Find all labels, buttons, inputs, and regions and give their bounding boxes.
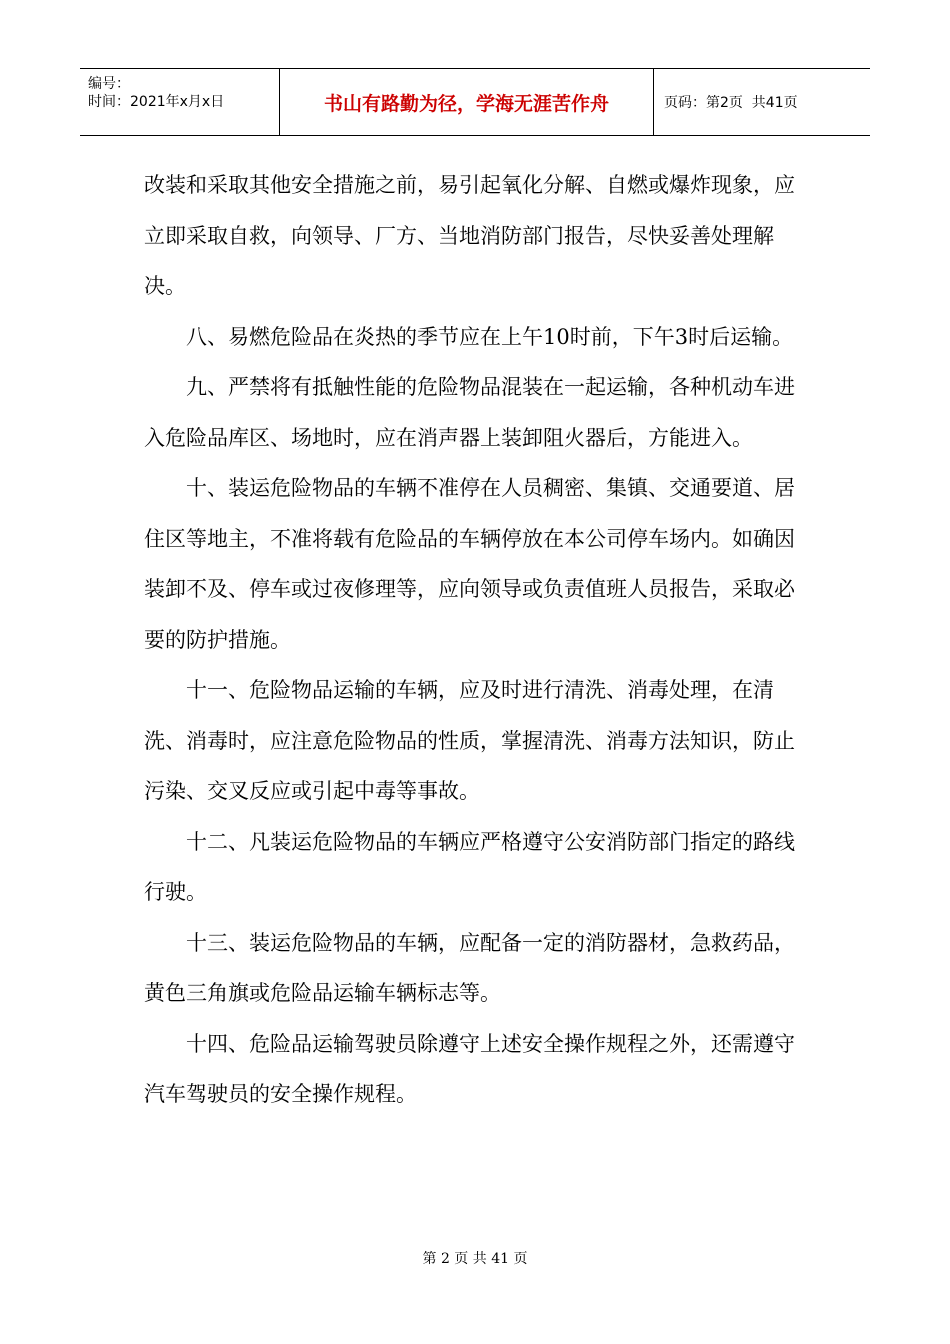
paragraph-continuation: 改装和采取其他安全措施之前，易引起氧化分解、自燃或爆炸现象，应立即采取自救，向领导、厂方、当地消防部门报告，尽快妥善处理解决。: [144, 173, 795, 298]
page-header: [80, 68, 870, 136]
paragraph-item-9: 九、严禁将有抵触性能的危险物品混装在一起运输，各种机动车进入危险品库区、场地时，应在消声器上装卸阻火器后，方能进入。: [144, 375, 795, 450]
document-body: [144, 160, 809, 1120]
document-number-label: 编号：: [88, 76, 130, 92]
paragraph-item-11: 十一、危险物品运输的车辆，应及时进行清洗、消毒处理，在清洗、消毒时，应注意危险物品的性质，掌握清洗、消毒方法知识，防止污染、交叉反应或引起中毒等事故。: [144, 678, 795, 803]
document-time: 时间：2021年x月x日: [88, 94, 225, 110]
header-motto: 书山有路勤为径，学海无涯苦作舟: [280, 69, 654, 135]
page-footer: 第 2 页 共 41 页: [422, 1251, 528, 1267]
paragraph-item-13: 十三、装运危险物品的车辆，应配备一定的消防器材，急救药品，黄色三角旗或危险品运输车辆标志等。: [144, 930, 795, 1005]
header-page-info: 页码：第2页 共41页: [664, 95, 798, 111]
paragraph-item-10: 十、装运危险物品的车辆不准停在人员稠密、集镇、交通要道、居住区等地主，不准将载有危险品的车辆停放在本公司停车场内。如确因装卸不及、停车或过夜修理等，应向领导或负责值班人员报告，采取必要的防护措施。: [144, 476, 795, 652]
header-meta: [80, 69, 280, 135]
paragraph-item-14: 十四、危险品运输驾驶员除遵守上述安全操作规程之外，还需遵守汽车驾驶员的安全操作规程。: [144, 1031, 795, 1106]
paragraph-item-8: 八、易燃危险品在炎热的季节应在上午10时前，下午3时后运输。: [186, 324, 794, 349]
paragraph-item-12: 十二、凡装运危险物品的车辆应严格遵守公安消防部门指定的路线行驶。: [144, 829, 795, 904]
